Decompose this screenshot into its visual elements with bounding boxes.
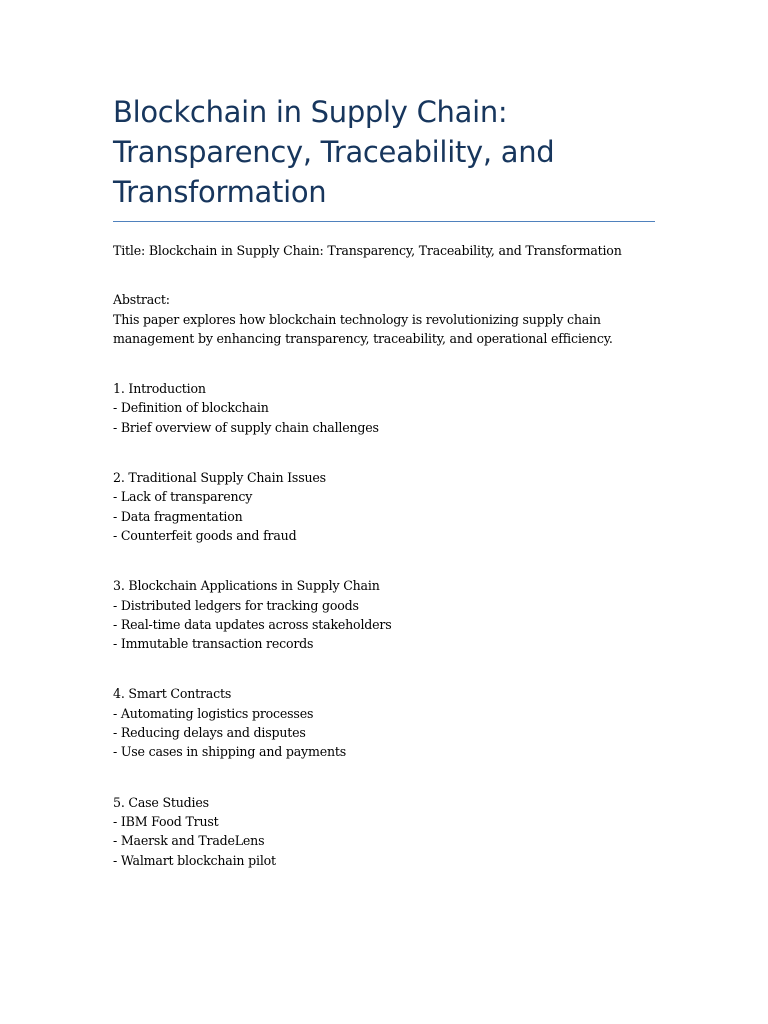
section-item: - Lack of transparency	[113, 489, 253, 505]
title-line-text: Title: Blockchain in Supply Chain: Transparency, Traceability, and Transformation	[113, 243, 622, 258]
section-item: - Data fragmentation	[113, 508, 243, 524]
abstract-block	[113, 290, 655, 348]
section-blockchain-applications	[113, 576, 655, 653]
section-heading: 1. Introduction	[113, 381, 206, 397]
heading-underline	[113, 221, 655, 222]
section-smart-contracts	[113, 684, 655, 761]
abstract-text: This paper explores how blockchain technology is revolutionizing supply chain management by enhancing transparency, traceability, and operational efficiency.	[113, 311, 613, 346]
section-item: - Walmart blockchain pilot	[113, 852, 276, 868]
section-introduction	[113, 379, 655, 437]
section-case-studies	[113, 793, 655, 870]
section-item: - Maersk and TradeLens	[113, 833, 265, 849]
document-page	[113, 92, 655, 870]
section-item: - Distributed ledgers for tracking goods	[113, 597, 359, 613]
section-item: - Real-time data updates across stakeholders	[113, 616, 392, 632]
section-item: - Definition of blockchain	[113, 400, 269, 416]
section-item: - Immutable transaction records	[113, 636, 314, 652]
section-item: - Reducing delays and disputes	[113, 725, 306, 741]
section-item: - Counterfeit goods and fraud	[113, 527, 297, 543]
document-heading: Blockchain in Supply Chain: Transparency, Traceability, and Transformation	[113, 95, 555, 209]
section-heading: 2. Traditional Supply Chain Issues	[113, 470, 326, 486]
title-line	[113, 241, 655, 260]
section-heading: 5. Case Studies	[113, 794, 209, 810]
section-item: - Brief overview of supply chain challenges	[113, 419, 379, 435]
abstract-label: Abstract:	[113, 292, 170, 308]
section-item: - Automating logistics processes	[113, 705, 314, 721]
section-item: - IBM Food Trust	[113, 813, 219, 829]
section-heading: 3. Blockchain Applications in Supply Chain	[113, 578, 380, 594]
section-item: - Use cases in shipping and payments	[113, 744, 347, 760]
section-traditional-issues	[113, 468, 655, 545]
section-heading: 4. Smart Contracts	[113, 686, 232, 702]
